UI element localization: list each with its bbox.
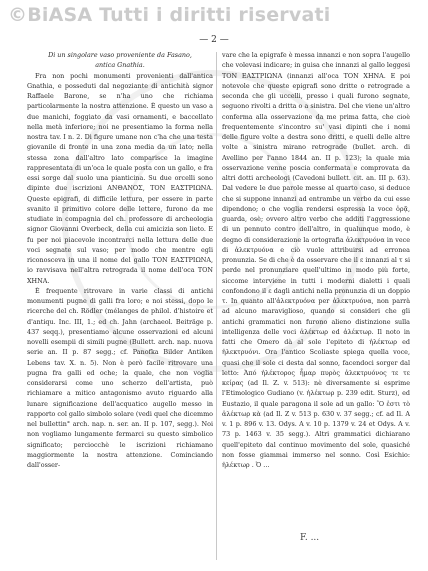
article-heading-line-2: antica Gnathia.	[95, 61, 145, 70]
body-paragraph: Fra non pochi monumenti provenienti dall'antica Gnathia, e posseduti dal negoziante di antichità signor Raffaele Barone, se n'ha uno che richiama particolarmente la nostra attenzione. È questo un vaso a due manichi, foggiato da vasi ornamenti, e baccellato nella metà inferiore; noi ne presentiamo la forma nella nostra tav. I n. 2. Di figure umane non c'ha che una testa giovanile di fronte in una zona media da un lato; nella stessa zona dall'altro lato comparisce la imagine rappresentata di un'oca le quale posta con un gallo, e fra essi sorge dal suolo una pianticina. Su due orcelli sono dipinte due iscrizioni ΑΝΘΑΝΟΣ, ΤΟΝ ΕΑΣΤΡΙΩΝΑ. Queste epigrafi, di difficile lettura, per essere in parte svanito il primitivo colore delle lettere, furono da me studiate in compagnia del ch. professore di archeologia signor Giovanni Overbeck, della cui amicizia son lieto. E fu per noi piacevole incontrarci nella lettura delle due voci segnate sul vaso; per modo che mentre egli riconosceva in una il nome del gallo ΤΟΝ ΕΑΣΤΡΙΩΝΑ, io ravvisava nell'altra retrograda il nome dell'oca ΤΟΝ ΧΗΝΑ.	[27, 71, 213, 285]
right-column	[222, 50, 410, 562]
column-divider	[216, 52, 217, 560]
page-number: — 2 —	[199, 35, 229, 45]
article-heading-line-1: Di un singolare vaso proveniente da Fasano,	[48, 51, 192, 59]
body-paragraph-continued: vare che la epigrafe è messa innanzi e non sopra l'augello che volevasi indicare; in guisa che innanzi al gallo leggesi ΤΟΝ ΕΑΣΤΡΙΩΝΑ (innanzi all'oca ΤΟΝ ΧΗΝΑ. E poi notevole che queste epigrafi sono dritte o retrograde a seconda che gli uccelli, presso i quali furono segnate, seguono rivolti a dritta o a sinistra. Del che viene un'altro conferma alla osservazione da me prima fatta, che cioè frequentemente s'incontro su' vasi dipinti che i nomi delle figure volte a destra sono dritti, e quelli delle altre volte a sinistra mirano retrograde (bullet. arch. di Avellino per l'anno 1844 an. II p. 123); la quale mia osservazione venne poscia confermata e comprovata da altri dotti archeologi (Cavedoni bullett. cit. an. III p. 63). Dal vedere le due parole messe al quarto caso, si deduce che si suppone innanzi ad entrambe un verbo da cui esse dipendono; o che voglia rendersi espressa la voce ὁρᾷ, guarda, osè; ovvero altro verbo che additi l'aggressione di un pennuto contro dell'altro, in qualunque modo, è degno di considerazione la ortografia ἀλεκτρυόνα in vece di ἀλεκτρυόνα e ciò vuole attribuirsi ad erronea pronunzia. Se di che è da osservare che il ε innanzi al τ si perde nel pronunziare quell'ultimo in modo più forte, siccome interviene in tutti i moderni dialetti i quali confondono il ε dagli antichi nella pronunzia di un doppio τ. In quanto all'ἀλεκτρυόνα per ἀλεκτρυόνα, non parrà ad alcuno maraviglioso, quando si consideri che gli antichi grammatici non furono alieno distinzione sulla intelligenza delle voci ἀλέκτωρ ed ἀλέκτωρ. Il noto in fatti che Omero dà al sole l'epiteto di ἠλέκτωρ ed ἠλεκτρυόνι. Ora l'antico Scoliaste spiega quella voce, quasi che il sole ci desta dal sonno, facendoci sorger dal letto: Ἀπό ἠλέκτορος ἦμαρ πυρὸς ἀλεκτρυόνος τε τε κείρας (ad Il. Z. v. 513): nè diversamente si esprime l'Etimologico Gudiano (v. ἠλέκτωρ p. 239 edit. Sturz), ed Eustazio, il quale paragona il sole ad un gallo: Ὃ ἐστι τὸ ἀλέκτωρ κὰ (ad Il. Z v. 513 p. 630 v. 37 segg.; cf. ad Il. A v. 1 p. 896 v. 13. Odys. A v. 10 p. 1379 v. 24 et Odys. A v. 73 p. 1463 v. 35 segg.). Altri grammatici dichiarano quell'epiteto dal continuo movimento del sole, quasiché non fosse giammai immerso nel sonno. Così Esichio: ἠλέκτωρ . Ὁ ...	[222, 51, 410, 469]
signature-mark: F. ...	[300, 533, 320, 543]
watermark-text: ©BiASA Tutti i diritti riservati	[8, 4, 331, 26]
left-column	[27, 50, 213, 562]
body-paragraph: È frequente ritrovare in varie classi di antichi monumenti pugne di galli fra loro; e noi stessi, dopo le ricerche del ch. Rödler (mélanges de philol. d'histoire et d'antiqu. Inc. III, 1.; ed ch. Jahn (archaeol. Beiträge p. 437 seqq.), presentiamo alcune osservazioni ed alcuni novelli esempii di simili pugne (Bullett. arch. nap. nuova serie an. II p. 87 segg.; cf. Panofka Bilder Antiken Lebens tav. X. n. 5). Non è però facile ritrovare una pugna fra galli ed oche; la quale, che non voglia considerarsi come uno scherzo dell'artista, può richiamare a mitico antagonismo avuto riguardo alla lunare significazione dell'acquatico augello messo in rapporto col gallo simbolo solare (vedi quel che dicemmo nel bullettin° arch. nap. n. ser. an. II p. 107, segg.). Noi non vogliamo lungamente fermarci su questo simbolico significato; perciocchè le iscrizioni richiamano maggiormente la nostra attenzione. Cominciando dall'osser-	[27, 286, 213, 469]
